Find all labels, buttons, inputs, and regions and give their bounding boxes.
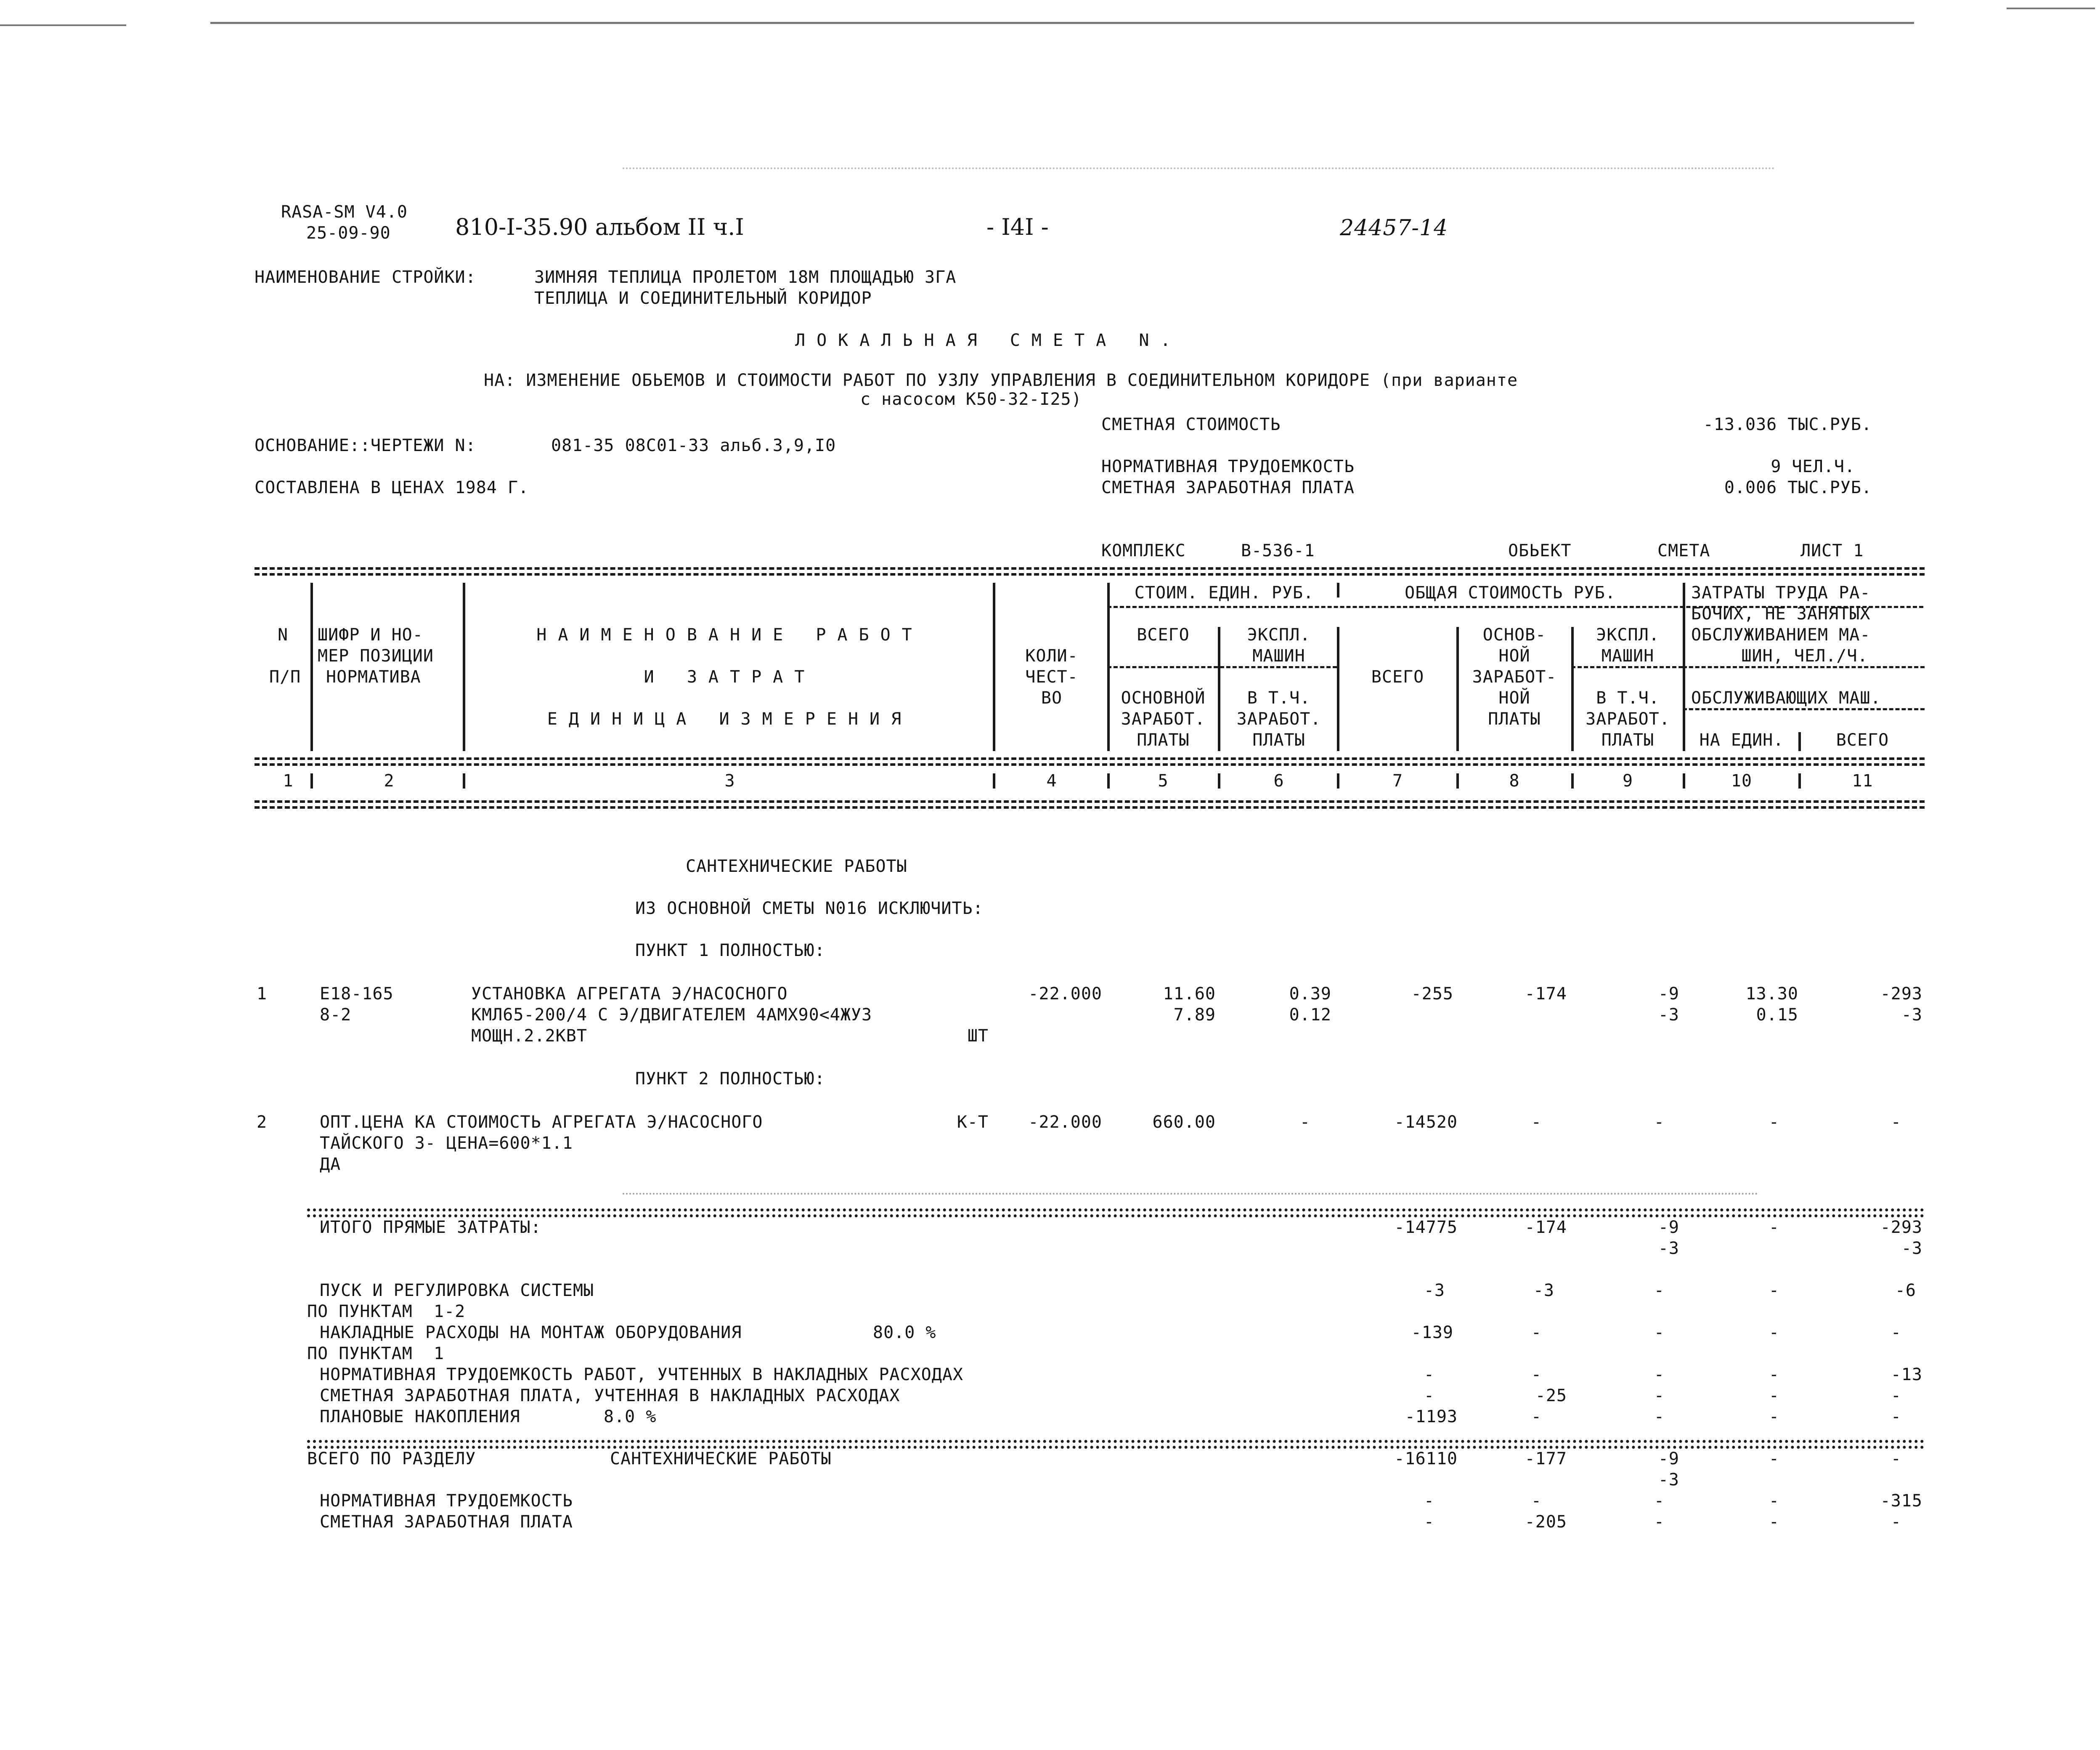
page-number: - I4I -: [986, 214, 1049, 240]
numbers-bottom-rule: [255, 806, 1925, 809]
header-col2: ШИФР И НО-: [318, 625, 423, 645]
row-number: 1: [257, 984, 268, 1004]
direct-costs-labor: -293: [1880, 1218, 1922, 1237]
row-name: ТАЙСКОГО 3- ЦЕНА=600*1.1: [320, 1134, 573, 1153]
header-col4: КОЛИ-: [1025, 646, 1078, 666]
col-number: 1: [283, 771, 294, 791]
prices-basis: СОСТАВЛЕНА В ЦЕНАХ 1984 Г.: [255, 478, 529, 497]
section-exclude-note: ИЗ ОСНОВНОЙ СМЕТЫ N016 ИСКЛЮЧИТЬ:: [635, 899, 984, 918]
col-sep: [1337, 773, 1339, 789]
row-name: КМЛ65-200/4 С Э/ДВИГАТЕЛЕМ 4АМХ90<4ЖУ3: [471, 1005, 872, 1025]
col-sep: [310, 773, 313, 789]
overhead-wage-value: -25: [1535, 1386, 1567, 1405]
header-col9: ЭКСПЛ.: [1596, 625, 1660, 645]
col-sep: [310, 583, 313, 751]
scan-edge-line: [210, 22, 1914, 24]
col-number: 7: [1392, 771, 1403, 791]
scan-edge-line: [0, 24, 126, 26]
overhead-wage-machines: -: [1654, 1386, 1665, 1405]
row-labor-unit: -: [1769, 1113, 1779, 1132]
normative-labor-label: НОРМАТИВНАЯ ТРУДОЕМКОСТЬ: [320, 1491, 573, 1511]
header-col3: НАИМЕНОВАНИЕ РАБОТ: [536, 625, 923, 645]
header-col6: МАШИН: [1252, 646, 1305, 666]
col-number: 5: [1158, 771, 1169, 791]
col-number: 8: [1509, 771, 1520, 791]
row-name: УСТАНОВКА АГРЕГАТА Э/НАСОСНОГО: [471, 984, 788, 1004]
row-code: 8-2: [320, 1005, 352, 1025]
row-total: -255: [1411, 984, 1453, 1004]
savings-label: ПЛАНОВЫЕ НАКОПЛЕНИЯ: [320, 1407, 520, 1426]
normative-labor-total: -: [1424, 1491, 1434, 1511]
startup-labor-unit: -: [1769, 1281, 1779, 1300]
row-labor-total-machines: -3: [1901, 1005, 1922, 1025]
estimate-wage-value: -205: [1525, 1512, 1567, 1532]
header-bottom-rule: [255, 763, 1925, 766]
totals-separator: [307, 1208, 1925, 1211]
col-number: 4: [1046, 771, 1057, 791]
program-version: RASA-SM V4.0: [281, 202, 408, 222]
header-group-unit-cost: СТОИМ. ЕДИН. РУБ.: [1134, 583, 1314, 603]
overhead-labor-machines: -: [1654, 1365, 1665, 1384]
header-bottom-rule: [255, 757, 1925, 760]
col-sep: [1798, 732, 1801, 751]
header-col8: НОЙ: [1498, 688, 1530, 708]
overhead-labor-value: -13: [1891, 1365, 1922, 1384]
estimate-title: ЛОКАЛЬНАЯ СМЕТА N.: [795, 331, 1182, 350]
header-inner-rule: [1683, 708, 1925, 710]
row-unit: ШТ: [967, 1026, 989, 1046]
header-col1: N: [278, 625, 289, 645]
section-total-machines-wage: -3: [1658, 1470, 1679, 1490]
overhead-machines: -: [1654, 1323, 1665, 1342]
complex-value: В-536-1: [1241, 541, 1315, 560]
section-total-label: ВСЕГО ПО РАЗДЕЛУ: [307, 1449, 476, 1469]
col-number: 10: [1731, 771, 1753, 791]
row-code: Е18-165: [320, 984, 394, 1004]
col-sep: [1456, 627, 1459, 751]
scan-noise-line: [623, 167, 1775, 169]
col-sep: [463, 773, 465, 789]
savings-machines: -: [1654, 1407, 1665, 1426]
overhead-total: -139: [1411, 1323, 1453, 1342]
header-col8: НОЙ: [1498, 646, 1530, 666]
wage-label: СМЕТНАЯ ЗАРАБОТНАЯ ПЛАТА: [1101, 478, 1355, 497]
header-col5: ВСЕГО: [1137, 625, 1190, 645]
section-total-labor-unit: -: [1769, 1449, 1779, 1469]
row-name: ДА: [320, 1155, 341, 1174]
row-unit-total: 660.00: [1152, 1113, 1216, 1132]
col-sep: [1107, 773, 1110, 789]
row-wage: -174: [1525, 984, 1567, 1004]
totals-separator: [307, 1446, 1925, 1449]
direct-costs-labor-unit: -: [1769, 1218, 1779, 1237]
row-unit: К-Т: [957, 1113, 989, 1132]
totals-separator: [307, 1214, 1925, 1217]
overhead-wage-total: -: [1424, 1386, 1434, 1405]
header-col5: ОСНОВНОЙ: [1121, 688, 1206, 708]
col-number: 9: [1622, 771, 1633, 791]
startup-total: -3: [1424, 1281, 1445, 1300]
project-label: НАИМЕНОВАНИЕ СТРОЙКИ:: [255, 268, 476, 287]
row-unit-machines: -: [1299, 1113, 1310, 1132]
row-qty: -22.000: [1028, 1113, 1102, 1132]
col-sep: [1337, 627, 1339, 751]
row-qty: -22.000: [1028, 984, 1102, 1004]
header-col6: ЗАРАБОТ.: [1236, 709, 1321, 729]
direct-costs-machines-wage: -3: [1658, 1239, 1679, 1258]
header-group-labor: ЗАТРАТЫ ТРУДА РА-: [1691, 583, 1871, 603]
header-inner-rule: [1683, 666, 1925, 668]
inventory-number: 24457-14: [1340, 215, 1448, 241]
estimate-wage-labor: -: [1891, 1512, 1901, 1532]
labor-label: НОРМАТИВНАЯ ТРУДОЕМКОСТЬ: [1101, 457, 1355, 476]
header-col4: ВО: [1041, 688, 1063, 708]
header-col3: ЕДИНИЦА ИЗМЕРЕНИЯ: [547, 709, 913, 729]
overhead-labor-unit: -: [1769, 1323, 1779, 1342]
col-sep: [1798, 773, 1801, 789]
header-col9: МАШИН: [1601, 646, 1655, 666]
header-inner-rule: [1571, 666, 1683, 668]
section-total-value: -16110: [1394, 1449, 1458, 1469]
direct-costs-labor-machines: -3: [1901, 1239, 1922, 1258]
section-title: САНТЕХНИЧЕСКИЕ РАБОТЫ: [686, 857, 907, 876]
estimate-purpose-line2: с насосом К50-32-I25): [860, 390, 1082, 409]
row-labor-total: -293: [1880, 984, 1922, 1004]
col-sep: [993, 583, 995, 751]
row-labor-unit: 13.30: [1745, 984, 1798, 1004]
normative-labor-unit: -: [1769, 1491, 1779, 1511]
row-total: -14520: [1394, 1113, 1458, 1132]
estimate-wage-labor-unit: -: [1769, 1512, 1779, 1532]
sheet-label: ЛИСТ 1: [1800, 541, 1864, 560]
row-wage: -: [1531, 1113, 1542, 1132]
smeta-label: СМЕТА: [1657, 541, 1710, 560]
col-sep: [1218, 773, 1220, 789]
startup-label: ПУСК И РЕГУЛИРОВКА СИСТЕМЫ: [320, 1281, 594, 1300]
cost-value: -13.036 ТЫС.РУБ.: [1703, 415, 1872, 434]
table-top-rule: [255, 573, 1925, 576]
overhead-labor-label: НОРМАТИВНАЯ ТРУДОЕМКОСТЬ РАБОТ, УЧТЕННЫХ В НАКЛАДНЫХ РАСХОДАХ: [320, 1365, 964, 1384]
normative-labor-value: -315: [1880, 1491, 1922, 1511]
col-sep: [1571, 773, 1574, 789]
header-group-labor: ШИН, ЧЕЛ./Ч.: [1741, 646, 1868, 666]
header-col10: НА ЕДИН.: [1699, 730, 1784, 750]
overhead-points: ПО ПУНКТАМ 1: [307, 1344, 445, 1363]
wage-value: 0.006 ТЫС.РУБ.: [1724, 478, 1872, 497]
col-number: 11: [1852, 771, 1873, 791]
header-col9: В Т.Ч.: [1596, 688, 1660, 708]
savings-labor-unit: -: [1769, 1407, 1779, 1426]
savings-percent: 8.0 %: [604, 1407, 657, 1426]
basis-label: ОСНОВАНИЕ::ЧЕРТЕЖИ N:: [255, 436, 476, 455]
header-col5: ЗАРАБОТ.: [1121, 709, 1206, 729]
project-name-line2: ТЕПЛИЦА И СОЕДИНИТЕЛЬНЫЙ КОРИДОР: [534, 289, 872, 308]
normative-labor-machines: -: [1654, 1491, 1665, 1511]
header-col8: ОСНОВ-: [1482, 625, 1546, 645]
row-machines: -: [1654, 1113, 1665, 1132]
header-col11: ВСЕГО: [1836, 730, 1889, 750]
section-total-machines: -9: [1658, 1449, 1679, 1469]
header-col5: ПЛАТЫ: [1137, 730, 1190, 750]
direct-costs-total: -14775: [1394, 1218, 1458, 1237]
complex-label: КОМПЛЕКС: [1101, 541, 1186, 560]
section-total-wage: -177: [1525, 1449, 1567, 1469]
overhead-wage-label: СМЕТНАЯ ЗАРАБОТНАЯ ПЛАТА, УЧТЕННАЯ В НАКЛАДНЫХ РАСХОДАХ: [320, 1386, 900, 1405]
section-total-name: САНТЕХНИЧЕСКИЕ РАБОТЫ: [610, 1449, 832, 1469]
estimate-wage-label: СМЕТНАЯ ЗАРАБОТНАЯ ПЛАТА: [320, 1512, 573, 1532]
header-col6: В Т.Ч.: [1247, 688, 1311, 708]
header-group-labor: БОЧИХ, НЕ ЗАНЯТЫХ: [1691, 604, 1871, 624]
table-top-rule: [255, 567, 1925, 570]
section-point1: ПУНКТ 1 ПОЛНОСТЬЮ:: [635, 941, 825, 960]
col-sep: [1456, 773, 1459, 789]
overhead-wage-labor-unit: -: [1769, 1386, 1779, 1405]
overhead-labor-unit: -: [1769, 1365, 1779, 1384]
totals-separator: [307, 1440, 1925, 1443]
header-col8: ПЛАТЫ: [1488, 709, 1541, 729]
header-col2: НОРМАТИВА: [326, 667, 421, 687]
col-number: 6: [1273, 771, 1284, 791]
section-point2: ПУНКТ 2 ПОЛНОСТЬЮ:: [635, 1069, 825, 1089]
overhead-labor: -: [1891, 1323, 1901, 1342]
col-sep: [1571, 627, 1574, 751]
col-sep: [1218, 627, 1220, 751]
normative-labor-wage: -: [1531, 1491, 1542, 1511]
row-labor-total: -: [1891, 1113, 1901, 1132]
col-sep: [463, 583, 465, 751]
header-col4: ЧЕСТ-: [1025, 667, 1078, 687]
object-label: ОБЬЕКТ: [1508, 541, 1572, 560]
overhead-wage: -: [1531, 1323, 1542, 1342]
header-col9: ПЛАТЫ: [1601, 730, 1655, 750]
overhead-labor-wage: -: [1531, 1365, 1542, 1384]
row-unit-total: 11.60: [1163, 984, 1216, 1004]
header-col6: ЭКСПЛ.: [1247, 625, 1311, 645]
direct-costs-wage: -174: [1525, 1218, 1567, 1237]
header-col6: ПЛАТЫ: [1252, 730, 1305, 750]
row-machines-wage: -3: [1658, 1005, 1679, 1025]
row-name: ОПТ.ЦЕНА КА СТОИМОСТЬ АГРЕГАТА Э/НАСОСНОГО: [320, 1113, 763, 1132]
direct-costs-label: ИТОГО ПРЯМЫЕ ЗАТРАТЫ:: [320, 1218, 541, 1237]
header-col3: И ЗАТРАТ: [644, 667, 816, 687]
estimate-purpose-line1: НА: ИЗМЕНЕНИЕ ОБЬЕМОВ И СТОИМОСТИ РАБОТ ПО УЗЛУ УПРАВЛЕНИЯ В СОЕДИНИТЕЛЬНОМ КОРИДОРЕ (при варианте: [484, 371, 1518, 390]
estimate-wage-total: -: [1424, 1512, 1434, 1532]
savings-labor: -: [1891, 1407, 1901, 1426]
overhead-wage-labor: -: [1891, 1386, 1901, 1405]
row-unit-wage: 7.89: [1173, 1005, 1216, 1025]
col-number: 3: [724, 771, 735, 791]
row-unit-machines: 0.39: [1289, 984, 1331, 1004]
header-col9: ЗАРАБОТ.: [1586, 709, 1670, 729]
project-name-line1: ЗИМНЯЯ ТЕПЛИЦА ПРОЛЕТОМ 18М ПЛОЩАДЬЮ 3ГА: [534, 268, 957, 287]
basis-value: 081-35 08С01-33 альб.3,9,I0: [551, 436, 836, 455]
header-group-labor-machines: ОБСЛУЖИВАЮЩИХ МАШ.: [1691, 688, 1881, 708]
col-number: 2: [384, 771, 395, 791]
startup-machines: -: [1654, 1281, 1665, 1300]
header-group-labor: ОБСЛУЖИВАНИЕМ МА-: [1691, 625, 1871, 645]
estimate-wage-machines: -: [1654, 1512, 1665, 1532]
header-col1: П/П: [269, 667, 301, 687]
header-col7: ВСЕГО: [1371, 667, 1424, 687]
album-reference: 810-I-35.90 альбом II ч.I: [455, 214, 744, 240]
col-sep: [993, 773, 995, 789]
header-inner-rule: [1107, 666, 1337, 668]
row-labor-unit-machines: 0.15: [1756, 1005, 1798, 1025]
row-name: МОЩН.2.2КВТ: [471, 1026, 587, 1046]
overhead-labor-total: -: [1424, 1365, 1434, 1384]
header-col2: МЕР ПОЗИЦИИ: [318, 646, 434, 666]
cost-label: СМЕТНАЯ СТОИМОСТЬ: [1101, 415, 1281, 434]
scan-noise-line: [623, 1193, 1758, 1195]
section-total-labor: -: [1891, 1449, 1901, 1469]
savings-wage: -: [1531, 1407, 1542, 1426]
scan-edge-line: [2007, 8, 2095, 9]
overhead-label: НАКЛАДНЫЕ РАСХОДЫ НА МОНТАЖ ОБОРУДОВАНИЯ: [320, 1323, 742, 1342]
savings-total: -1193: [1405, 1407, 1458, 1426]
col-sep: [1683, 773, 1685, 789]
row-number: 2: [257, 1113, 268, 1132]
labor-value: 9 ЧЕЛ.Ч.: [1771, 457, 1855, 476]
startup-labor: -6: [1895, 1281, 1916, 1300]
numbers-bottom-rule: [255, 800, 1925, 803]
direct-costs-machines: -9: [1658, 1218, 1679, 1237]
startup-points: ПО ПУНКТАМ 1-2: [307, 1302, 466, 1321]
header-col8: ЗАРАБОТ-: [1472, 667, 1557, 687]
header-group-total-cost: ОБЩАЯ СТОИМОСТЬ РУБ.: [1405, 583, 1616, 603]
startup-wage: -3: [1533, 1281, 1554, 1300]
row-unit-machines-wage: 0.12: [1289, 1005, 1331, 1025]
row-machines: -9: [1658, 984, 1679, 1004]
overhead-percent: 80.0 %: [873, 1323, 936, 1342]
print-date: 25-09-90: [306, 223, 391, 243]
